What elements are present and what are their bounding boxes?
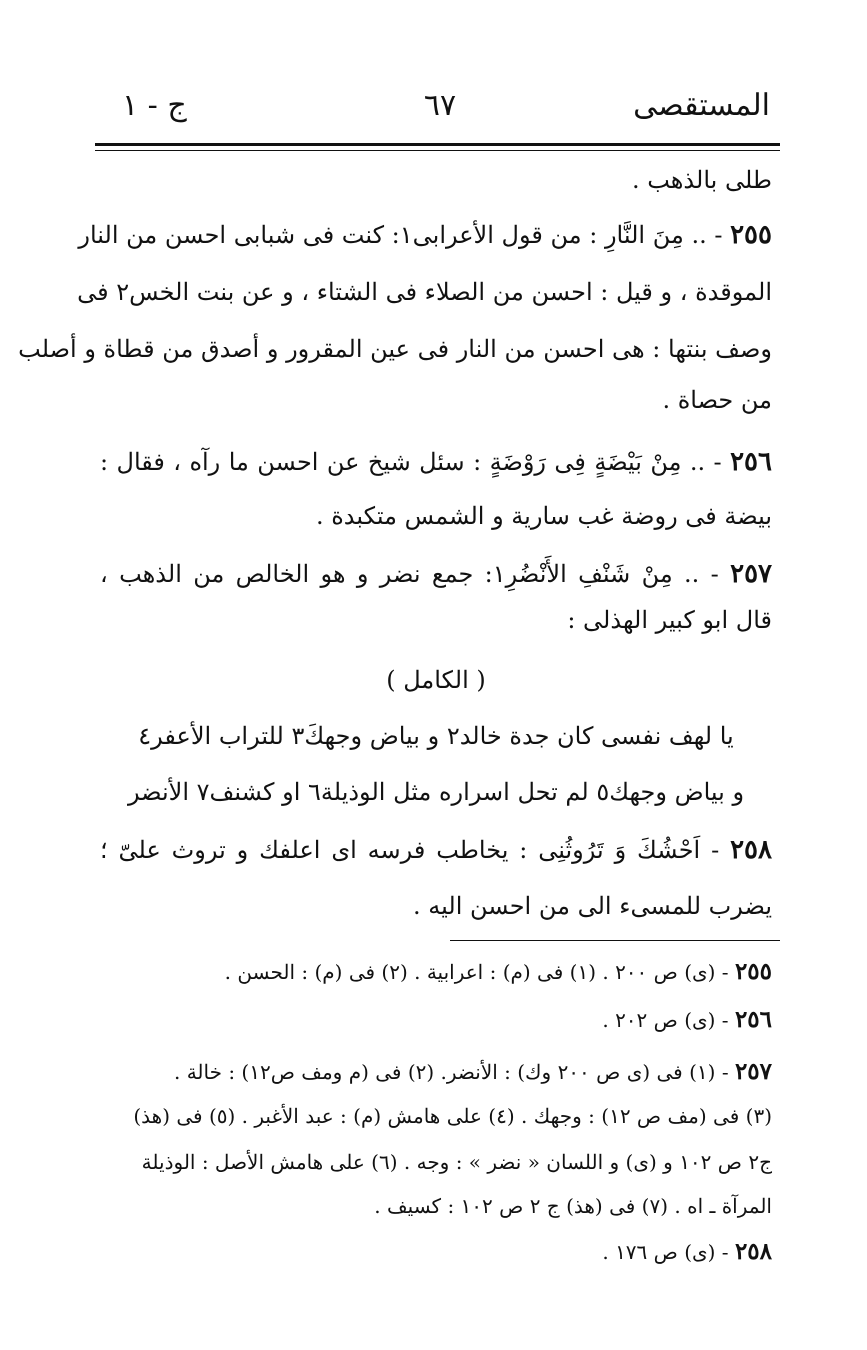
book-title: المستقصى bbox=[633, 88, 770, 123]
footnote-number: ٢٥٨ bbox=[734, 1238, 772, 1265]
entry-258-line-2: يضرب للمسىء الى من احسن اليه . bbox=[413, 892, 772, 920]
footnote-256 bbox=[100, 1000, 772, 1040]
entry-256-line-2: بيضة فى روضة غب سارية و الشمس متكبدة . bbox=[315, 502, 772, 530]
footnote-257-line-4: المرآة ـ اه . (٧) فى (هذ) ج ٢ ص ١٠٢ : كسيف . bbox=[374, 1194, 772, 1218]
verse-line-2: و بياض وجهك٥ لم تحل اسراره مثل الوذيلة٦ او كشنف٧ الأنضر bbox=[127, 778, 745, 806]
entry-255-line-2: الموقدة ، و قيل : احسن من الصلاء فى الشتاء ، و عن بنت الخس٢ فى bbox=[77, 278, 772, 306]
footnote-number: ٢٥٧ bbox=[734, 1058, 772, 1085]
footnote-number: ٢٥٦ bbox=[734, 1006, 772, 1033]
entry-258-line-1 bbox=[100, 820, 772, 880]
entry-text: - اَحْشُكَ وَ تَرُوثُنِى : يخاطب فرسه اى اعلفك و تروث علىّ ؛ bbox=[100, 836, 720, 864]
running-header bbox=[110, 88, 770, 128]
footnote-text: - (ى) ص ٢٠٠ . (١) فى (م) : اعرابية . (٢) فى (م) : الحسن . bbox=[224, 960, 729, 984]
entry-255-line-4: من حصاة . bbox=[662, 386, 772, 414]
entry-257-line-2: قال ابو كبير الهذلى : bbox=[567, 606, 772, 634]
entry-number: ٢٥٦ bbox=[730, 447, 772, 477]
entry-256-line-1 bbox=[100, 432, 772, 492]
entry-255-line-3: وصف بنتها : هى احسن من النار فى عين المقرور و أصدق من قطاة و أصلب bbox=[18, 335, 772, 363]
header-rule-thick bbox=[95, 143, 780, 146]
entry-text: - .. مِنَ النَّارِ : من قول الأعرابى١: كنت فى شبابى احسن من النار bbox=[78, 221, 723, 249]
footnote-257-line-2: (٣) فى (مف ص ١٢) : وجهك . (٤) على هامش (م) : عبد الأغبر . (٥) فى (هذ) bbox=[133, 1104, 772, 1128]
entry-number: ٢٥٥ bbox=[730, 220, 772, 250]
verse-line-1: يا لهف نفسى كان جدة خالد٢ و بياض وجهكَ٣ للتراب الأعفر٤ bbox=[138, 722, 734, 750]
footnote-255 bbox=[100, 952, 772, 992]
entry-number: ٢٥٨ bbox=[730, 835, 772, 865]
entry-255-line-1 bbox=[78, 205, 772, 265]
text-line: طلى بالذهب . bbox=[631, 166, 772, 194]
footnote-257-line-1 bbox=[100, 1052, 772, 1092]
footnote-text: - (ى) ص ٢٠٢ . bbox=[602, 1008, 729, 1032]
footnote-257-line-3: ج٢ ص ١٠٢ و (ى) و اللسان « نضر » : وجه . (٦) على هامش الأصل : الوذيلة bbox=[141, 1150, 772, 1174]
entry-number: ٢٥٧ bbox=[730, 559, 773, 589]
footnote-number: ٢٥٥ bbox=[734, 958, 772, 985]
footnote-text: - (١) فى (ى ص ٢٠٠ وك) : الأنضر. (٢) فى (م ومف ص١٢) : خالة . bbox=[173, 1060, 729, 1084]
page-number: ٦٧ bbox=[423, 88, 457, 123]
entry-text: - .. مِنْ بَيْضَةٍ فِى رَوْضَةٍ : سئل شيخ عن احسن ما رآه ، فقال : bbox=[100, 448, 722, 476]
footnote-text: - (ى) ص ١٧٦ . bbox=[602, 1240, 729, 1264]
meter-label: ( الكامل ) bbox=[386, 666, 486, 694]
volume-label: ج - ١ bbox=[122, 88, 187, 123]
footnote-separator bbox=[450, 940, 780, 941]
footnote-258 bbox=[100, 1232, 772, 1272]
entry-text: - .. مِنْ شَنْفِ الأَنْضُرِ١: جمع نضر و هو الخالص من الذهب ، bbox=[100, 560, 719, 588]
